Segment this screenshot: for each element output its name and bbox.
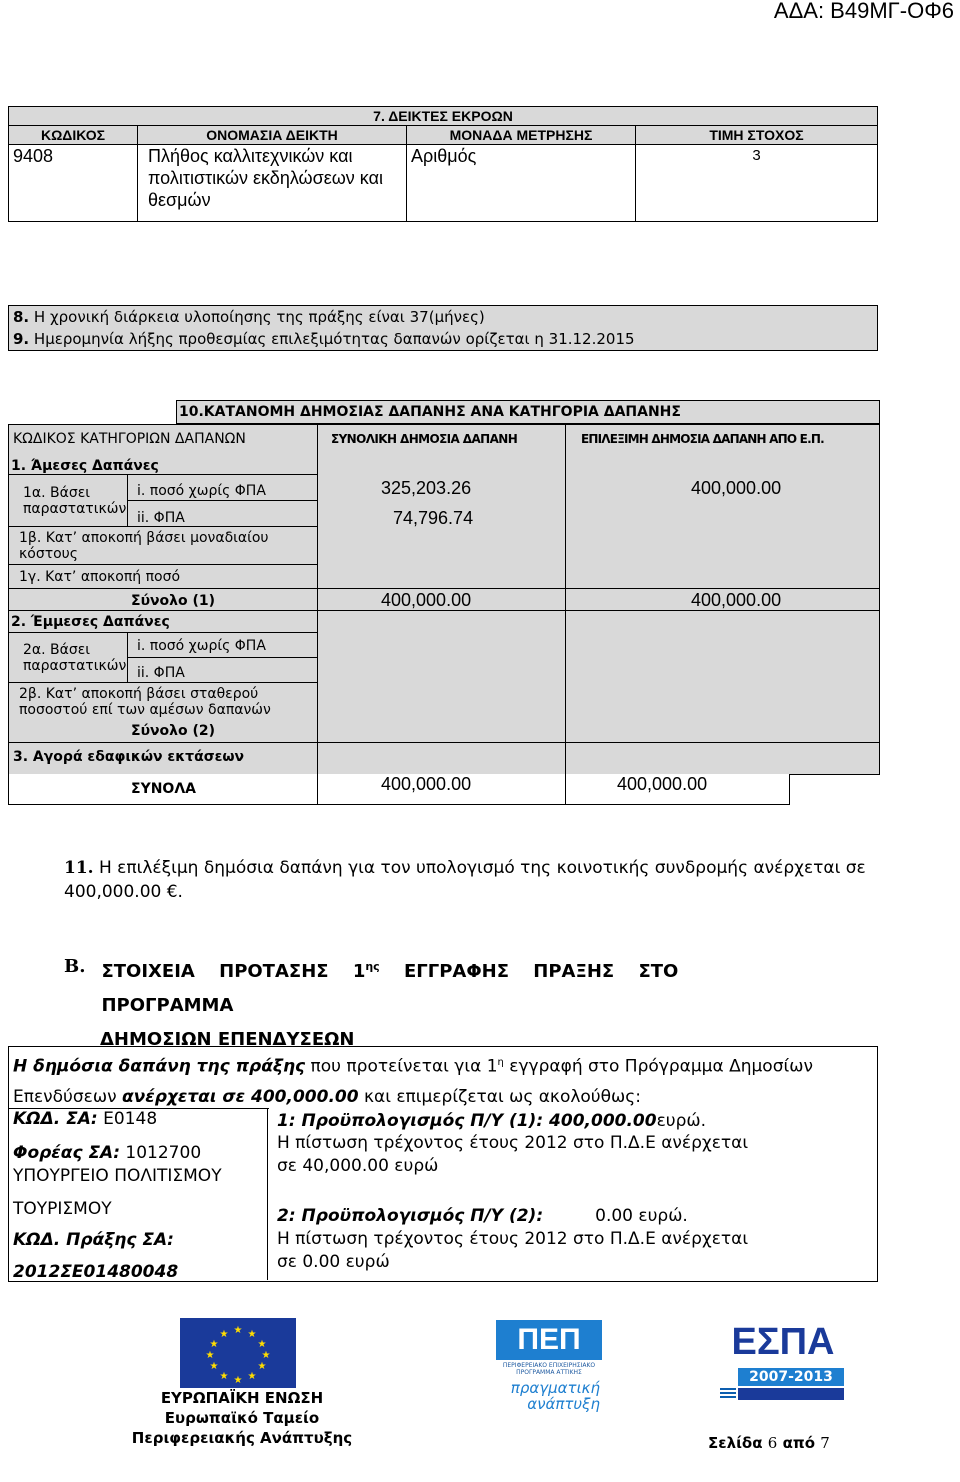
- col-unit: ΜΟΝΑΔΑ ΜΕΤΡΗΣΗΣ: [407, 126, 636, 145]
- eu-flag-logo: [180, 1318, 296, 1388]
- svg-text:★: ★: [233, 1325, 243, 1336]
- budget-2-credit: Η πίστωση τρέχοντος έτους 2012 στο Π.Δ.Ε ανέρχεται: [277, 1229, 749, 1249]
- eu-band-icon: [738, 1388, 844, 1400]
- espa-logo: ΕΣΠΑ 2007-2013: [720, 1320, 846, 1412]
- eligible-amount-value: 400,000.00: [691, 478, 782, 498]
- totals-total: 400,000.00: [381, 774, 472, 794]
- cell-indicator-name: Πλήθος καλλιτεχνικών και πολιτιστικών εκδηλώσεων και θεσμών: [138, 145, 407, 222]
- col-code: ΚΩΔΙΚΟΣ: [9, 126, 138, 145]
- totals-row: [8, 774, 790, 805]
- svg-text:★: ★: [257, 1339, 267, 1350]
- direct-costs-label: 1. Άμεσες Δαπάνες: [11, 458, 159, 474]
- flat-unit-cost-1b: 1β. Κατ’ αποκοπή βάσει μοναδιαίου κόστους: [19, 530, 269, 562]
- flat-rate-2b: 2β. Κατ’ αποκοπή βάσει σταθερού ποσοστού επί των αμέσων δαπανών: [19, 686, 271, 718]
- ada-code: ΑΔΑ: Β49ΜΓ-ΟΦ6: [773, 0, 954, 23]
- sum-1-total: 400,000.00: [381, 590, 472, 610]
- net-amount-value: 325,203.26: [381, 478, 472, 498]
- vat-label: ii. ΦΠΑ: [137, 510, 185, 526]
- budget-1: 1: Προϋπολογισμός Π/Υ (1): 400,000.00ευρώ.: [277, 1111, 707, 1131]
- budget-1-credit: Η πίστωση τρέχοντος έτους 2012 στο Π.Δ.Ε ανέρχεται: [277, 1133, 749, 1153]
- svg-text:★: ★: [209, 1339, 219, 1350]
- cell-target: 3: [636, 145, 878, 222]
- duration-section: [8, 305, 878, 351]
- net-amount-label-2: i. ποσό χωρίς ΦΠΑ: [137, 638, 266, 654]
- section-10-title: 10.ΚΑΤΑΝΟΜΗ ΔΗΜΟΣΙΑΣ ΔΑΠΑΝΗΣ ΑΝΑ ΚΑΤΗΓΟΡΙΑ ΔΑΠΑΝΗΣ: [176, 400, 880, 424]
- svg-text:★: ★: [247, 1329, 257, 1340]
- budget-1-amount: σε 40,000.00 ευρώ: [277, 1156, 439, 1176]
- col-indicator-name: ΟΝΟΜΑΣΙΑ ΔΕΙΚΤΗ: [138, 126, 407, 145]
- budget-2: 2: Προϋπολογισμός Π/Υ (2): 0.00 ευρώ.: [277, 1206, 688, 1226]
- col-eligible-public: ΕΠΙΛΕΞΙΜΗ ΔΗΜΟΣΙΑ ΔΑΠΑΝΗ ΑΠΟ Ε.Π.: [581, 432, 824, 446]
- section-7-title: 7. ΔΕΙΚΤΕΣ ΕΚΡΟΩΝ: [9, 107, 878, 126]
- pde-intro: Η δημόσια δαπάνη της πράξης που προτείνεται για $1^\eta$ εγγραφή στο Πρόγραμμα Δημοσίων: [13, 1056, 813, 1077]
- pde-intro-2: Επενδύσεων ανέρχεται σε 400,000.00 και επιμερίζεται ως ακολούθως:: [13, 1087, 641, 1107]
- project-code-label: ΚΩΔ. Πράξης ΣΑ:: [13, 1230, 174, 1250]
- totals-label: ΣΥΝΟΛΑ: [131, 781, 196, 797]
- svg-text:★: ★: [261, 1350, 271, 1361]
- col-total-public: ΣΥΝΟΛΙΚΗ ΔΗΜΟΣΙΑ ΔΑΠΑΝΗ: [331, 432, 518, 446]
- col-target: ΤΙΜΗ ΣΤΟΧΟΣ: [636, 126, 878, 145]
- sa-code: ΚΩΔ. ΣΑ: Ε0148: [13, 1109, 158, 1129]
- pde-entry-box: [8, 1046, 878, 1282]
- net-amount-label: i. ποσό χωρίς ΦΠΑ: [137, 483, 266, 499]
- basis-docs-2a: 2α. Βάσει παραστατικών: [23, 642, 127, 674]
- svg-text:★: ★: [209, 1361, 219, 1372]
- land-purchase-label: 3. Αγορά εδαφικών εκτάσεων: [13, 749, 245, 765]
- ministry-line-1: ΥΠΟΥΡΓΕΙΟ ΠΟΛΙΤΙΣΜΟΥ: [13, 1166, 222, 1186]
- svg-text:★: ★: [219, 1329, 229, 1340]
- page-number: Σελίδα 6 από 7: [708, 1434, 830, 1452]
- eu-fund-caption: ΕΥΡΩΠΑΪΚΗ ΕΝΩΣΗ Ευρωπαϊκό Ταμείο Περιφερειακής Ανάπτυξης: [131, 1389, 353, 1447]
- ministry-line-2: ΤΟΥΡΙΣΜΟΥ: [13, 1199, 112, 1219]
- svg-text:★: ★: [219, 1371, 229, 1382]
- sum-2-label: Σύνολο (2): [131, 723, 216, 739]
- sum-1-eligible: 400,000.00: [691, 590, 782, 610]
- basis-docs-1a: 1α. Βάσει παραστατικών: [23, 485, 127, 517]
- vat-label-2: ii. ΦΠΑ: [137, 665, 185, 681]
- svg-text:★: ★: [257, 1361, 267, 1372]
- duration-line: 8. Η χρονική διάρκεια υλοποίησης της πράξης είναι 37(μήνες): [13, 308, 485, 326]
- sa-agency: Φορέας ΣΑ: 1012700: [13, 1143, 202, 1163]
- section-10-body: [8, 452, 880, 775]
- flat-amount-1c: 1γ. Κατ’ αποκοπή ποσό: [19, 569, 181, 585]
- cell-unit: Αριθμός: [407, 145, 636, 222]
- budget-2-amount: σε 0.00 ευρώ: [277, 1252, 390, 1272]
- totals-eligible: 400,000.00: [617, 774, 708, 794]
- vat-amount-value: 74,796.74: [393, 508, 474, 528]
- section-b-heading: Β. ΣΤΟΙΧΕΙΑ ΠΡΟΤΑΣΗΣ $1^{\eta\varsigma}$ ΕΓΓΡΑΦΗΣ ΠΡΑΞΗΣ ΣΤΟ ΠΡΟΓΡΑΜΜΑ ΔΗΜΟΣΙΩΝ ΕΠΕΝΔΥΣΕΩΝ: [64, 956, 679, 1050]
- svg-text:★: ★: [205, 1350, 215, 1361]
- sum-1-label: Σύνολο (1): [131, 593, 216, 609]
- output-indicators-table: [8, 106, 878, 222]
- svg-text:★: ★: [247, 1371, 257, 1382]
- deadline-line: 9. Ημερομηνία λήξης προθεσμίας επιλεξιμότητας δαπανών ορίζεται η 31.12.2015: [13, 330, 635, 348]
- greek-flag-icon: [720, 1388, 736, 1400]
- pep-attica-logo: ΠΕΠ ΠΕΡΙΦΕΡΕΙΑΚΟ ΕΠΙΧΕΙΡΗΣΙΑΚΟ ΠΡΟΓΡΑΜΜΑ ΑΤΤΙΚΗΣ πραγματική ανάπτυξη: [496, 1320, 602, 1412]
- eligible-expenditure-paragraph: 11. Η επιλέξιμη δημόσια δαπάνη για τον υπολογισμό της κοινοτικής συνδρομής ανέρχεται σε 400,000.00 €.: [64, 858, 866, 902]
- col-category-code: ΚΩΔΙΚΟΣ ΚΑΤΗΓΟΡΙΩΝ ΔΑΠΑΝΩΝ: [13, 431, 246, 447]
- indirect-costs-label: 2. Έμμεσες Δαπάνες: [11, 614, 170, 630]
- cell-code: 9408: [9, 145, 138, 222]
- project-code-value: 2012ΣΕ01480048: [13, 1262, 179, 1282]
- section-10-header: [8, 424, 880, 454]
- svg-text:★: ★: [233, 1375, 243, 1386]
